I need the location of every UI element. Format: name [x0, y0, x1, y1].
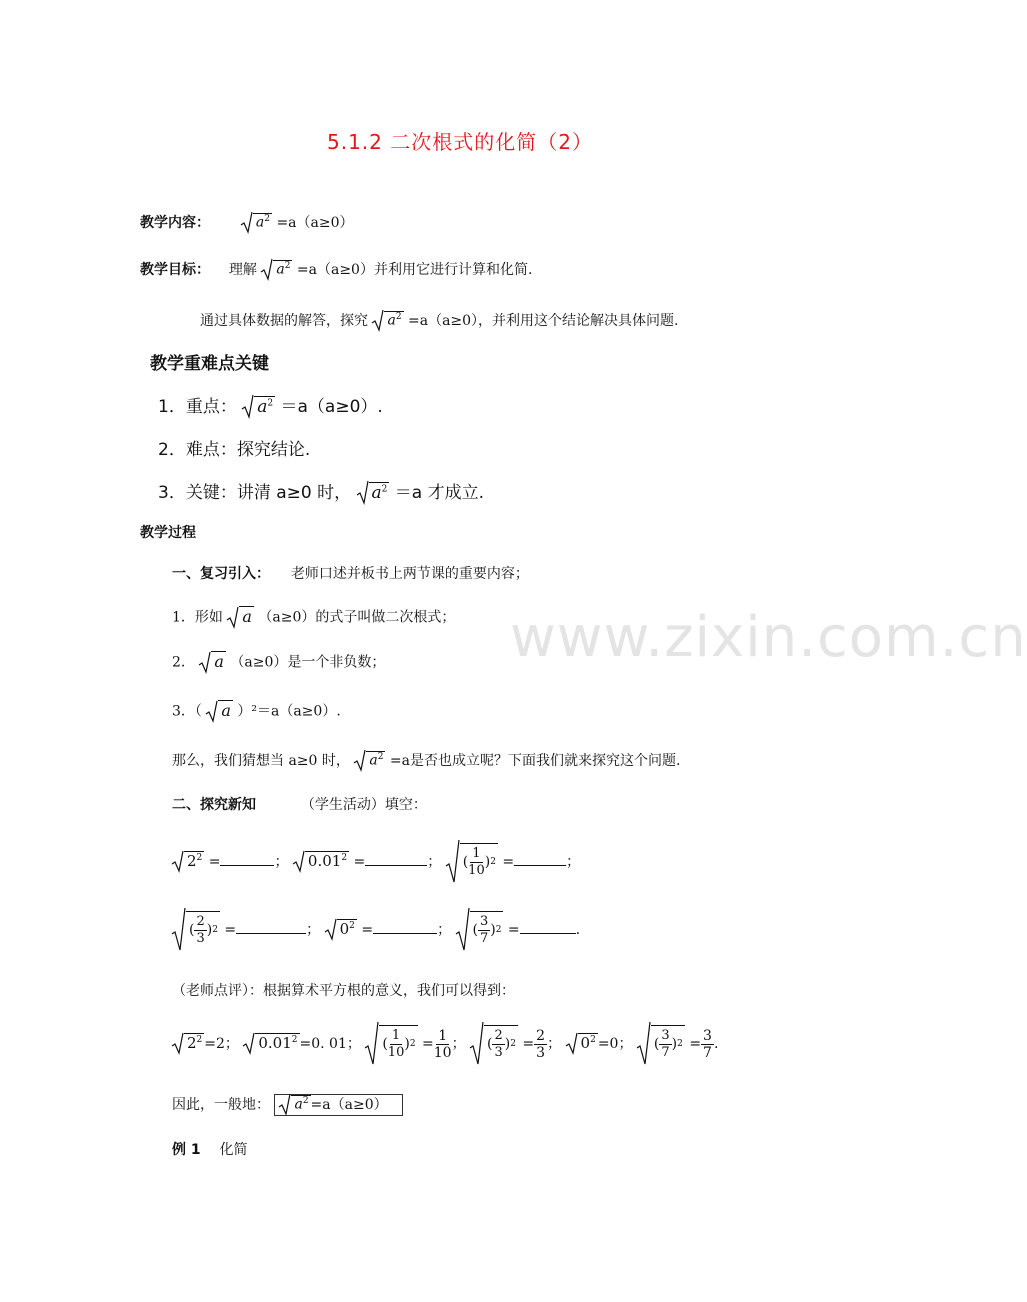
conclusion-formula: =a（a≥0）: [310, 1097, 388, 1113]
section2-label: 二、探究新知: [172, 797, 256, 813]
content-label: 教学内容：: [140, 215, 210, 231]
example-label: 例 1: [172, 1142, 201, 1158]
example-line: [172, 1139, 248, 1159]
sqrt-a2: $a^2$: [372, 310, 403, 332]
conclusion-line: [172, 1094, 403, 1116]
example-text: 化简: [219, 1142, 248, 1158]
results-row: $2^2 =2$； $0.01^2 =0$. 01； ( $\frac{1}{10}$ ) 2 = $\frac{1}{10}$ ； ( $\frac{2}{3}$ ) 2 = $\frac{2}{3}$ ； $0^2 =0$； ( $\frac{3}{7}$ ) 2 = $\frac{3}{7}$ .: [172, 1022, 718, 1066]
item3-post: ）²＝a（a≥0）.: [237, 703, 341, 720]
exercise-row-2: ( $\frac{2}{3}$ ) 2 = ； $0^2$ = ； ( $\frac{3}{7}$ ) 2 = .: [172, 908, 580, 952]
key3-line: [158, 478, 484, 505]
page-title: 5.1.2 二次根式的化简（2）: [327, 130, 593, 154]
key3-post: ＝a 才成立.: [394, 483, 485, 503]
section2-line: [172, 794, 427, 814]
radical-icon: [261, 259, 273, 281]
conclusion-box: [274, 1094, 402, 1116]
radical-icon: [241, 212, 253, 234]
radical-icon: [172, 1033, 184, 1055]
key1-post: ＝a（a≥0）.: [280, 397, 383, 417]
sqrt-frac-2-3-squared: ( $\frac{2}{3}$ ) 2: [172, 908, 220, 952]
radical-icon: [470, 1022, 484, 1066]
sqrt-0.01-squared: 0.01$^2$: [293, 851, 349, 873]
result-1: =2；: [204, 1036, 239, 1052]
key-heading: 教学重难点关键: [150, 354, 269, 374]
radical-icon: [325, 919, 337, 941]
sqrt-0-squared: $0^2$: [325, 919, 357, 941]
sqrt-0.01-squared: 0.01$^2$: [243, 1033, 299, 1055]
answer-blank[interactable]: [365, 865, 427, 866]
guess-post: =a是否也成立呢？下面我们就来探究这个问题.: [389, 753, 681, 769]
radical-icon: [242, 395, 254, 419]
section1-label: 一、复习引入：: [172, 566, 270, 582]
key3-pre: 3．关键：讲清 a≥0 时，: [158, 483, 352, 503]
radical-icon: [456, 908, 470, 952]
guess-line: [172, 750, 680, 772]
result-5: =0；: [597, 1036, 633, 1052]
goal-label: 教学目标：: [140, 262, 210, 278]
review-item-1: [172, 606, 455, 629]
sqrt-frac-1-10-squared: ( $\frac{1}{10}$ ) 2: [365, 1022, 417, 1066]
sqrt-a2: $a^2$: [279, 1094, 310, 1116]
goal2-line: [200, 310, 679, 332]
sqrt-a2: $a^2$: [261, 259, 292, 281]
answer-blank[interactable]: [373, 933, 437, 934]
sqrt-0-squared: $0^2$: [566, 1033, 598, 1055]
sqrt-frac-3-7-squared: ( $\frac{3}{7}$ ) 2: [456, 908, 504, 952]
radical-icon: [243, 1033, 255, 1055]
item3-pre: 3．（: [172, 703, 202, 720]
radical-icon: [357, 481, 369, 505]
radical-icon: [199, 652, 211, 674]
content-line: [140, 212, 354, 234]
answer-blank[interactable]: [220, 865, 274, 866]
key1-line: [158, 392, 383, 419]
sqrt-2-squared: $2^2$: [172, 851, 204, 873]
item1-post: （a≥0）的式子叫做二次根式；: [258, 609, 456, 626]
exercise-row-1: $2^2$ = ； 0.01$^2$ = ； ( $\frac{1}{10}$ ) 2 = ；: [172, 840, 580, 884]
sqrt-a2: $a^2$: [354, 750, 385, 772]
key2-line: 2．难点：探究结论.: [158, 440, 311, 460]
watermark: www.zixin.com.cn: [510, 605, 1027, 670]
radical-icon: [566, 1033, 578, 1055]
radical-icon: [446, 840, 460, 884]
result-2: =0. 01；: [299, 1036, 361, 1052]
review-item-3: [172, 700, 341, 723]
goal-pre: 理解: [228, 262, 257, 278]
radical-icon: [365, 1022, 379, 1066]
answer-blank[interactable]: [520, 933, 576, 934]
answer-blank[interactable]: [514, 865, 566, 866]
content-text: =a（a≥0）: [276, 215, 354, 231]
item2-post: （a≥0）是一个非负数；: [230, 654, 386, 671]
radical-icon: [206, 701, 218, 723]
radical-icon: [293, 851, 305, 873]
conclusion-pre: 因此，一般地：: [172, 1097, 270, 1113]
radical-icon: [172, 851, 184, 873]
goal2-post: =a（a≥0），并利用这个结论解决具体问题.: [408, 313, 679, 329]
sqrt-frac-2-3-squared: ( $\frac{2}{3}$ ) 2: [470, 1022, 518, 1066]
goal-post: =a（a≥0）并利用它进行计算和化简.: [296, 262, 533, 278]
process-heading: 教学过程: [140, 525, 196, 541]
sqrt-a2: $a^2$: [241, 212, 272, 234]
sqrt-frac-3-7-squared: ( $\frac{3}{7}$ ) 2: [637, 1022, 685, 1066]
goal-line: [140, 259, 532, 281]
sqrt-2-squared: $2^2$: [172, 1033, 204, 1055]
answer-blank[interactable]: [236, 933, 306, 934]
sqrt-frac-1-10-squared: ( $\frac{1}{10}$ ) 2: [446, 840, 498, 884]
sqrt-a2: $a^2$: [357, 481, 390, 505]
teacher-comment: （老师点评）：根据算术平方根的意义，我们可以得到：: [172, 983, 515, 999]
sqrt-a2: $a^2$: [242, 395, 275, 419]
section1-text: 老师口述并板书上两节课的重要内容；: [290, 566, 529, 582]
item2-pre: 2．: [172, 654, 195, 671]
key1-pre: 1．重点：: [158, 397, 237, 417]
section1-line: [172, 563, 529, 583]
sqrt-a: a: [206, 700, 233, 723]
item1-pre: 1．形如: [172, 609, 223, 626]
sqrt-a: a: [199, 651, 226, 674]
radical-icon: [227, 607, 239, 629]
radical-icon: [372, 310, 384, 332]
radical-icon: [279, 1094, 291, 1116]
review-item-2: [172, 651, 385, 674]
guess-pre: 那么，我们猜想当 a≥0 时，: [172, 753, 350, 769]
section2-text: （学生活动）填空：: [300, 797, 427, 813]
radical-icon: [172, 908, 186, 952]
radical-icon: [354, 750, 366, 772]
radical-icon: [637, 1022, 651, 1066]
sqrt-a: a: [227, 606, 254, 629]
goal2-pre: 通过具体数据的解答，探究: [200, 313, 368, 329]
